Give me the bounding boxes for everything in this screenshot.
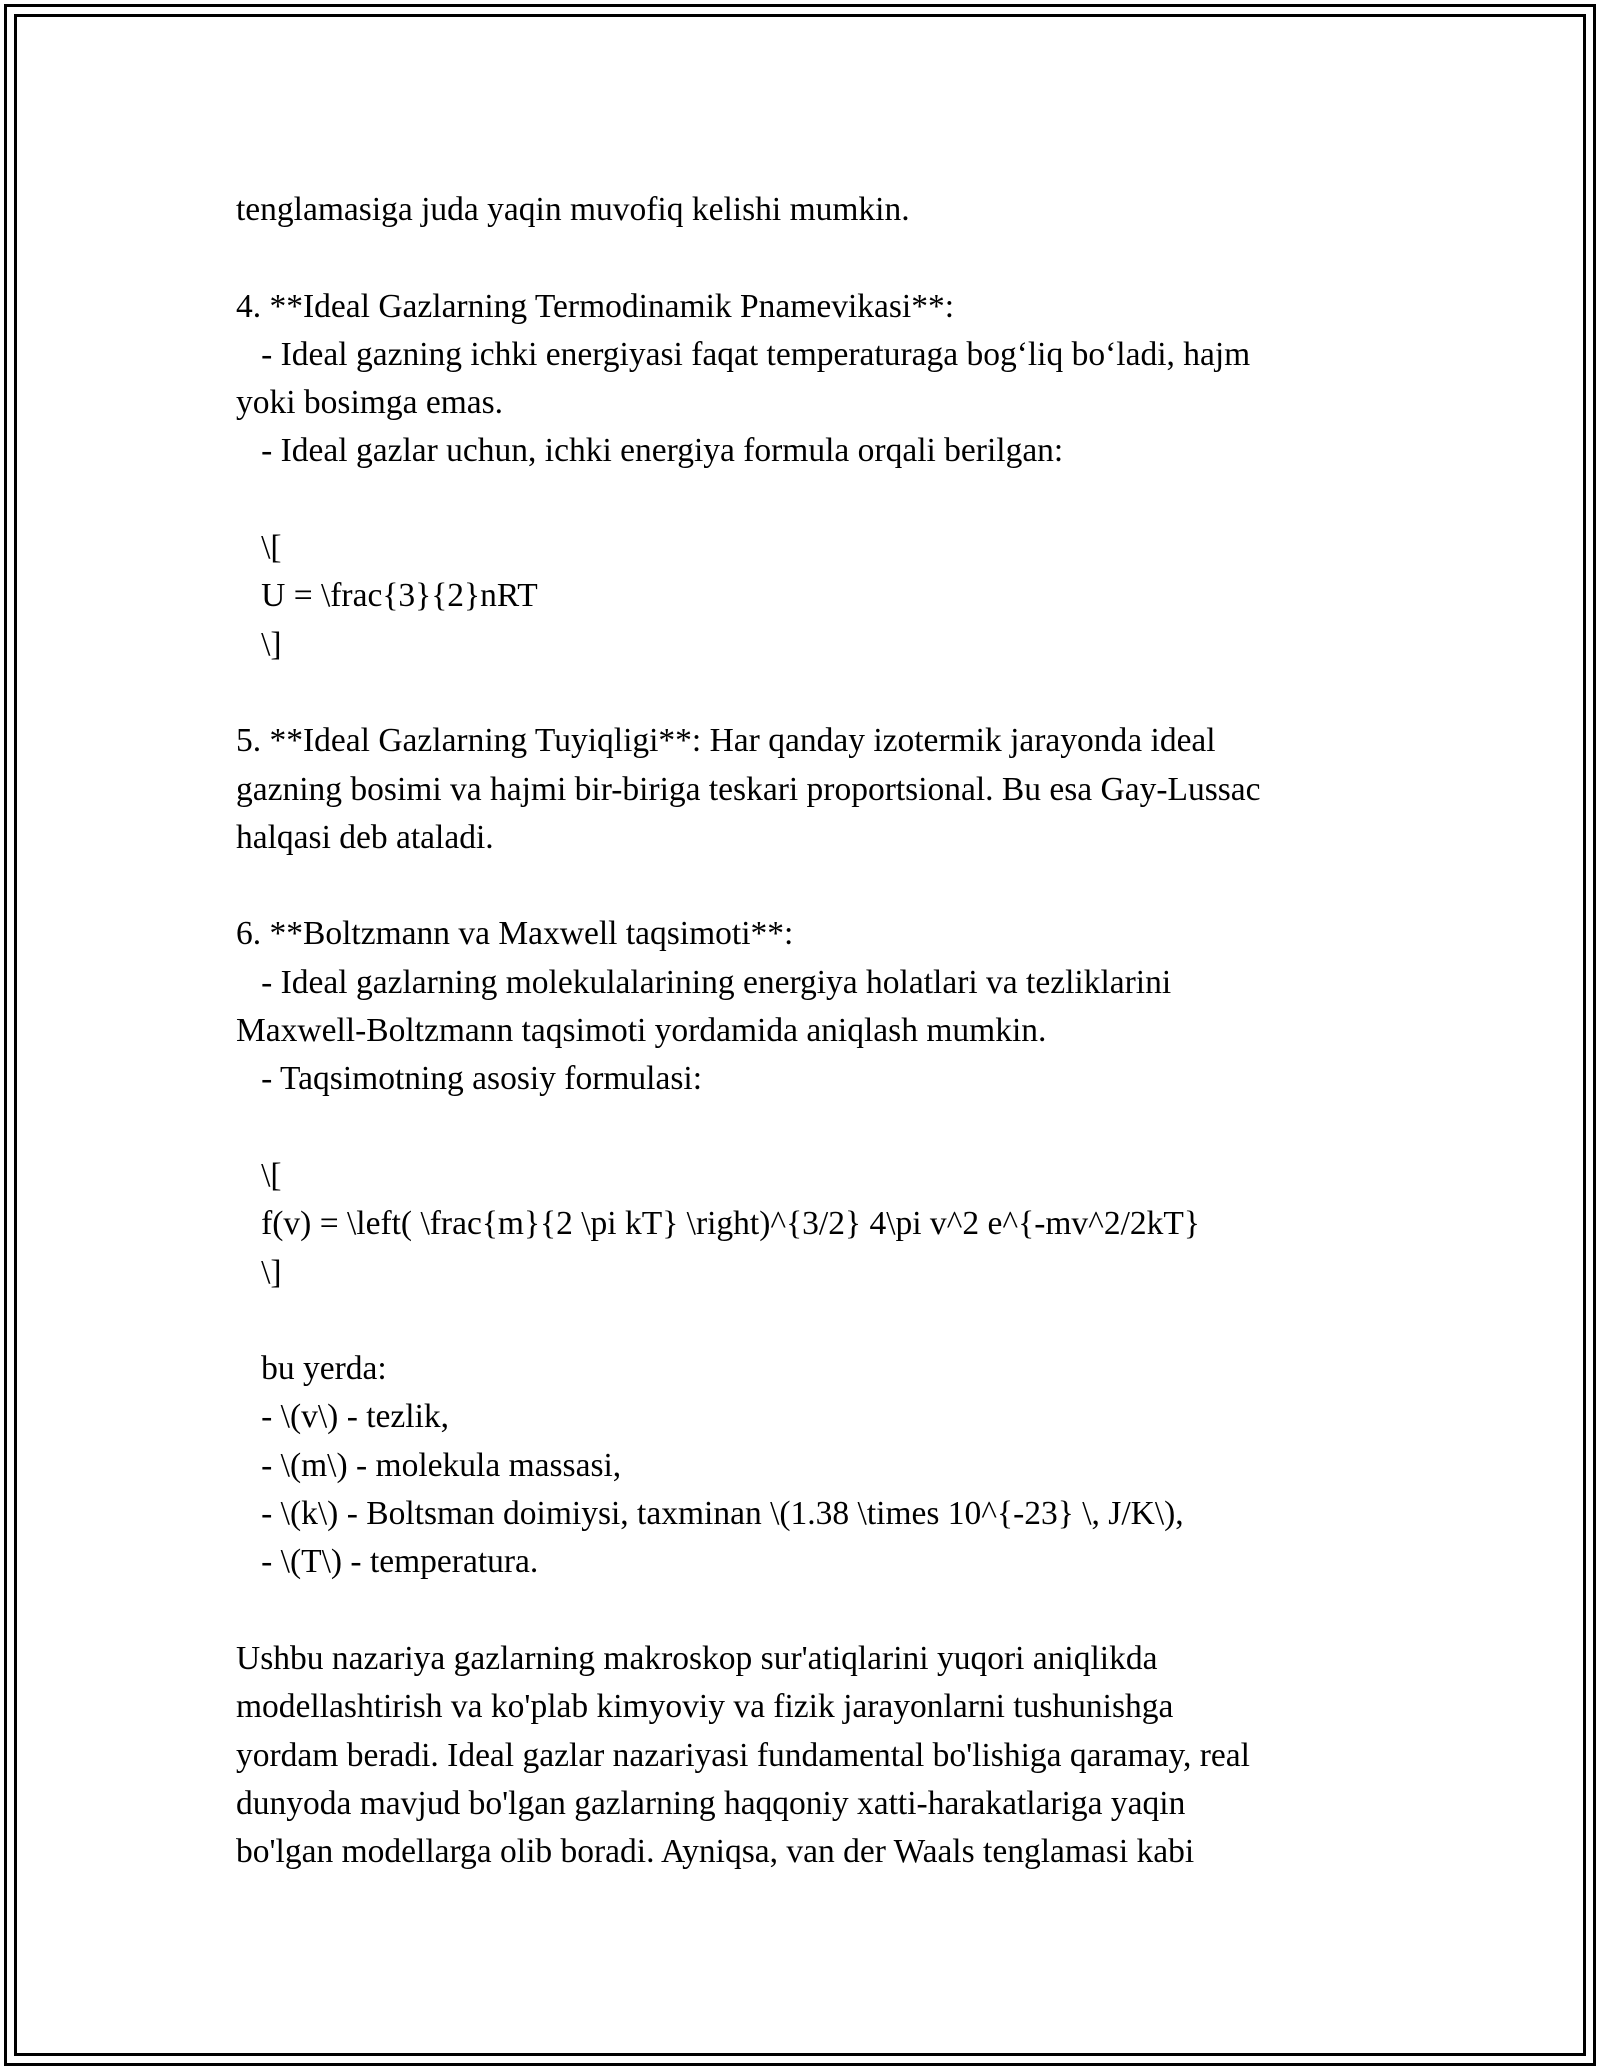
text-line: \[ [236, 1156, 282, 1194]
text-line: - \(T\) - temperatura. [236, 1543, 539, 1581]
text-line: - Ideal gazlar uchun, ichki energiya formula orqali berilgan: [236, 432, 1064, 470]
text-line: \] [236, 1253, 282, 1291]
text-line: - \(v\) - tezlik, [236, 1398, 450, 1436]
text-line: f(v) = \left( \frac{m}{2 \pi kT} \right)^{3/2} 4\pi v^2 e^{-mv^2/2kT} [236, 1205, 1200, 1243]
text-line: - Ideal gazning ichki energiyasi faqat temperaturaga bog‘liq bo‘ladi, hajm [236, 335, 1251, 373]
text-line: dunyoda mavjud bo'lgan gazlarning haqqoniy xatti-harakatlariga yaqin [236, 1784, 1186, 1822]
text-line: gazning bosimi va hajmi bir-biriga teskari proportsional. Bu esa Gay-Lussac [236, 770, 1261, 808]
document-body [236, 186, 1366, 1876]
blank-line [236, 669, 1366, 717]
blank-line [236, 1297, 1366, 1345]
text-line: \[ [236, 529, 282, 567]
text-line: Ushbu nazariya gazlarning makroskop sur'atiqlarini yuqori aniqlikda [236, 1639, 1158, 1677]
blank-line [236, 1587, 1366, 1635]
text-line: 4. **Ideal Gazlarning Termodinamik Pnamevikasi**: [236, 287, 955, 325]
text-line: 5. **Ideal Gazlarning Tuyiqligi**: Har qanday izotermik jarayonda ideal [236, 722, 1216, 760]
text-line: Maxwell-Boltzmann taqsimoti yordamida aniqlash mumkin. [236, 1012, 1047, 1050]
text-line: - Taqsimotning asosiy formulasi: [236, 1060, 703, 1098]
text-line: 6. **Boltzmann va Maxwell taqsimoti**: [236, 915, 794, 953]
text-line: yordam beradi. Ideal gazlar nazariyasi fundamental bo'lishiga qaramay, real [236, 1736, 1250, 1774]
text-line: - \(k\) - Boltsman doimiysi, taxminan \(1.38 \times 10^{-23} \, J/K\), [236, 1495, 1184, 1533]
blank-line [236, 1104, 1366, 1152]
text-line: yoki bosimga emas. [236, 384, 504, 422]
text-line: halqasi deb ataladi. [236, 818, 494, 856]
text-line: tenglamasiga juda yaqin muvofiq kelishi mumkin. [236, 191, 910, 228]
text-line: bo'lgan modellarga olib boradi. Ayniqsa, van der Waals tenglamasi kabi [236, 1833, 1195, 1871]
text-line: \] [236, 625, 282, 663]
text-line: - \(m\) - molekula massasi, [236, 1446, 622, 1484]
text-line: U = \frac{3}{2}nRT [236, 577, 538, 615]
text-line: modellashtirish va ko'plab kimyoviy va fizik jarayonlarni tushunishga [236, 1688, 1174, 1726]
blank-line [236, 234, 1366, 282]
text-line: - Ideal gazlarning molekulalarining energiya holatlari va tezliklarini [236, 963, 1172, 1001]
blank-line [236, 862, 1366, 910]
blank-line [236, 476, 1366, 524]
text-line: bu yerda: [236, 1350, 387, 1388]
